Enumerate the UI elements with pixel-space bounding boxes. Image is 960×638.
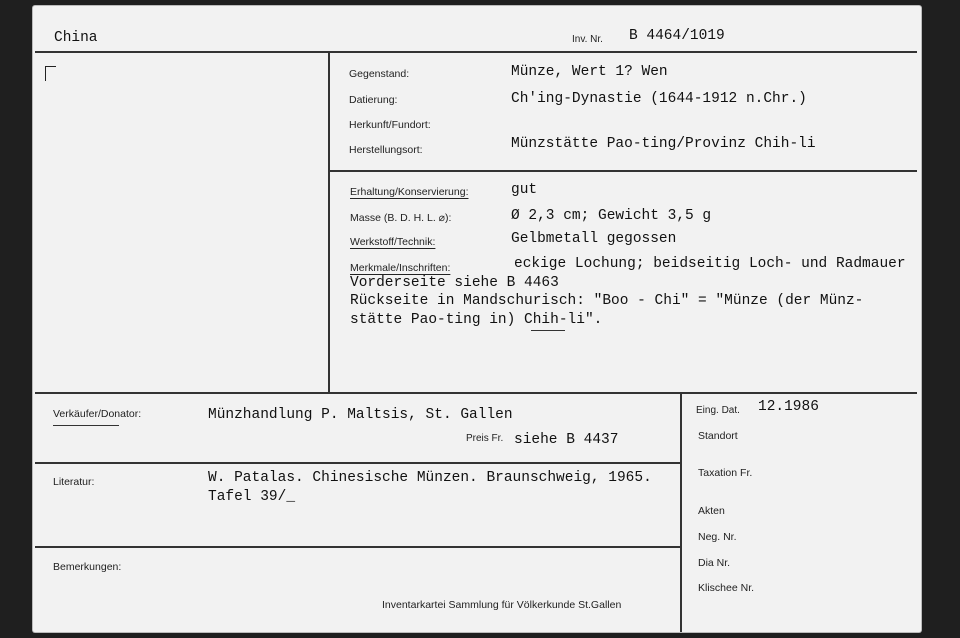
masse-value: Ø 2,3 cm; Gewicht 3,5 g: [511, 208, 712, 224]
taxation-label: Taxation Fr.: [698, 467, 753, 479]
inv-number: B 4464/1019: [629, 28, 725, 44]
verkaeufer-underline: [53, 425, 119, 426]
remarks-divider: [35, 546, 680, 548]
verkaeufer-label: Verkäufer/Donator:: [53, 408, 142, 420]
image-area-divider: [328, 51, 330, 393]
herkunft-label: Herkunft/Fundort:: [349, 119, 431, 131]
preis-label: Preis Fr.: [466, 433, 504, 444]
datierung-label: Datierung:: [349, 94, 398, 106]
merkmale-line-4: stätte Pao-ting in) Chih-li".: [350, 312, 603, 328]
gegenstand-label: Gegenstand:: [349, 68, 410, 80]
literature-divider: [35, 462, 680, 464]
erhaltung-label: Erhaltung/Konservierung:: [350, 186, 469, 198]
acquisition-divider: [35, 392, 917, 394]
verkaeufer-value: Münzhandlung P. Maltsis, St. Gallen: [208, 407, 513, 423]
country: China: [54, 30, 98, 46]
eing-value: 12.1986: [758, 399, 819, 415]
merkmale-line-1: eckige Lochung; beidseitig Loch- und Radmauer: [514, 256, 906, 272]
bemerkungen-label: Bemerkungen:: [53, 561, 122, 573]
akten-label: Akten: [698, 505, 725, 517]
eing-label: Eing. Dat.: [696, 405, 740, 416]
object-divider: [328, 170, 917, 172]
neg-label: Neg. Nr.: [698, 531, 737, 543]
literatur-label: Literatur:: [53, 476, 95, 488]
literatur-line-1: W. Patalas. Chinesische Münzen. Braunschweig, 1965.: [208, 470, 652, 486]
inv-label: Inv. Nr.: [572, 34, 603, 45]
merkmale-label: Merkmale/Inschriften:: [350, 262, 451, 274]
datierung-value: Ch'ing-Dynastie (1644-1912 n.Chr.): [511, 91, 807, 107]
literatur-line-2: Tafel 39/_: [208, 489, 296, 505]
erhaltung-value: gut: [511, 182, 538, 198]
card-footer: Inventarkartei Sammlung für Völkerkunde St.Gallen: [382, 599, 622, 611]
inventory-card: [33, 6, 921, 632]
merkmale-line-2: Vorderseite siehe B 4463: [350, 275, 559, 291]
herstellungsort-label: Herstellungsort:: [349, 144, 423, 156]
herstellungsort-value: Münzstätte Pao-ting/Provinz Chih-li: [511, 136, 816, 152]
gegenstand-value: Münze, Wert 1? Wen: [511, 64, 668, 80]
side-column-divider: [680, 392, 682, 632]
preis-value: siehe B 4437: [514, 432, 619, 448]
masse-label: Masse (B. D. H. L. ⌀):: [350, 212, 452, 224]
corner-mark: [45, 66, 56, 81]
dia-label: Dia Nr.: [698, 557, 731, 569]
werkstoff-value: Gelbmetall gegossen: [511, 231, 677, 247]
chih-underline: [531, 330, 565, 331]
merkmale-line-3: Rückseite in Mandschurisch: "Boo - Chi" = "Münze (der Münz-: [350, 293, 864, 309]
werkstoff-label: Werkstoff/Technik:: [350, 236, 436, 248]
header-divider: [35, 51, 917, 53]
standort-label: Standort: [698, 430, 738, 442]
klischee-label: Klischee Nr.: [698, 582, 755, 594]
